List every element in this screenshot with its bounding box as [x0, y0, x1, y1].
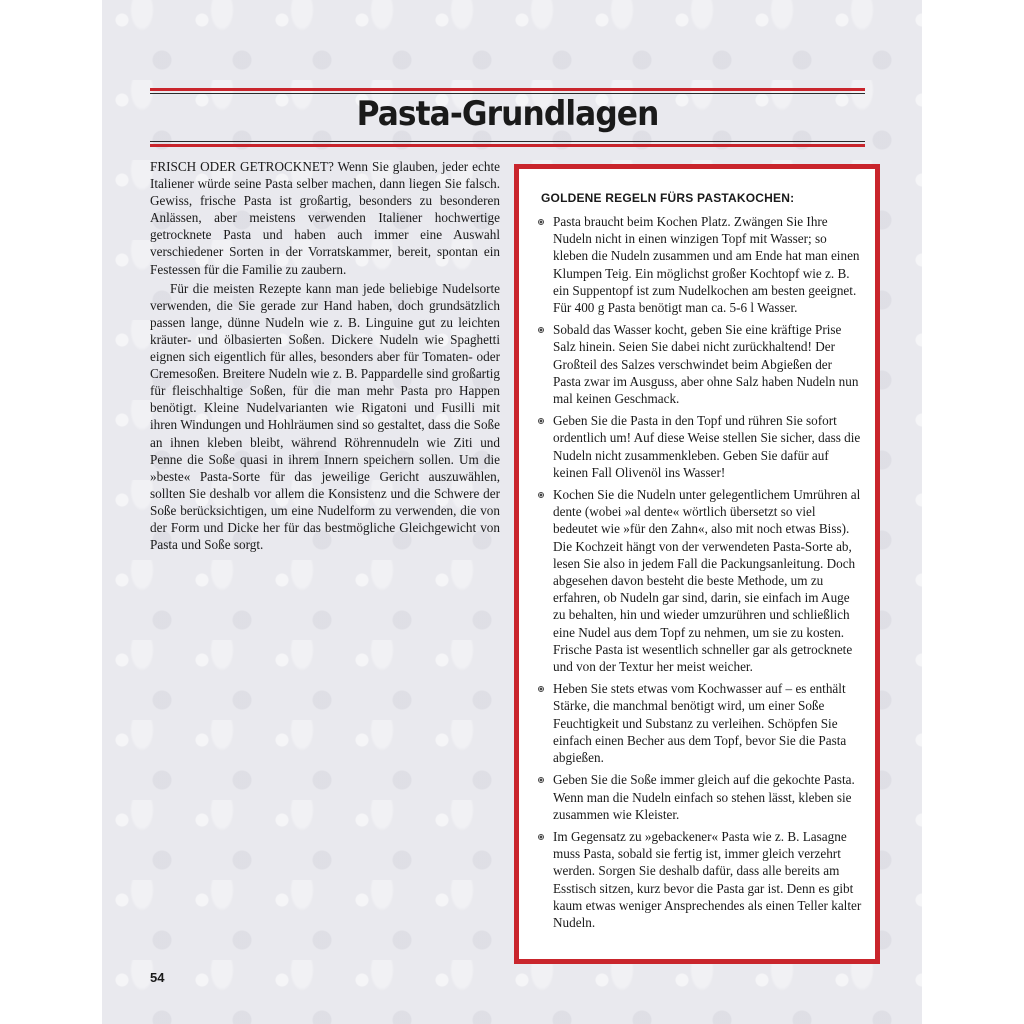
page-number: 54	[150, 970, 165, 985]
rule-text: Heben Sie stets etwas vom Kochwasser auf – es enthält Stärke, die manchmal benötigt wird, um einer Soße Feuchtigkeit und Substanz zu verleihen. Schöpfen Sie einfach einen Becher aus dem Topf, bevor Sie die Pasta abgießen.	[553, 681, 847, 766]
circle-bullet-icon	[538, 219, 544, 225]
circle-bullet-icon	[538, 777, 544, 783]
rule-item	[537, 828, 863, 931]
rules-box-inner	[519, 169, 875, 959]
circle-bullet-icon	[538, 686, 544, 692]
rule-text: Geben Sie die Pasta in den Topf und rühren Sie sofort ordentlich um! Auf diese Weise stellen Sie sicher, dass die Nudeln nicht zusammenkleben. Geben Sie dafür auf keinen Fall Olivenöl ins Wasser!	[553, 413, 861, 480]
rule-item	[537, 213, 863, 316]
rule-text: Sobald das Wasser kocht, geben Sie eine kräftige Prise Salz hinein. Seien Sie dabei nicht zurückhaltend! Der Großteil des Salzes verschwindet beim Abgießen der Pasta zwar im Ausguss, aber ohne Salz haben Nudeln nun mal keinen Geschmack.	[553, 322, 859, 407]
rule-text: Im Gegensatz zu »gebackener« Pasta wie z. B. Lasagne muss Pasta, sobald sie fertig ist, immer gleich verzehrt werden. Sorgen Sie deshalb dafür, dass alle bereits am Esstisch sitzen, kurz bevor die Pasta gar ist. Denn es gibt kaum etwas weniger Ansprechendes als einen Teller kalter Nudeln.	[553, 828, 862, 930]
rule-text: Geben Sie die Soße immer gleich auf die gekochte Pasta. Wenn man die Nudeln einfach so stehen lässt, kleben sie zusammen wie Kleister.	[553, 772, 855, 822]
intro-paragraph: FRISCH ODER GETROCKNET? Wenn Sie glauben, jeder echte Italiener würde seine Pasta selber machen, dann liegen Sie falsch. Gewiss, frische Pasta ist großartig, besonders zu besonderen Anlässen, aber meistens verwenden Italiener hochwertige getrocknete Pasta und haben auch immer eine Auswahl verschiedener Sorten in der Vorratskammer, bereit, spontan ein Festessen für die Familie zu zaubern.	[150, 159, 500, 277]
rule-item	[537, 771, 863, 823]
book-page	[102, 0, 922, 1024]
rules-box-title: GOLDENE REGELN FÜRS PASTAKOCHEN:	[541, 191, 795, 205]
intro-paragraph: Für die meisten Rezepte kann man jede beliebige Nudelsorte verwenden, die Sie gerade zur Hand haben, doch grundsätzlich passen lange, dünne Nudeln wie z. B. Linguine gut zu leichten kräuter- und ölbasierten Soßen. Dickere Nudeln wie Spaghetti eignen sich eigentlich für alles, besonders aber für Tomaten- oder Cremesoßen. Breitere Nudeln wie z. B. Pappardelle sind großartig für fleischhaltige Soßen, für die man mehr Pasta pro Happen benötigt. Kleine Nudelvarianten wie Rigatoni und Fusilli mit ihren Windungen und Hohlräumen sind so gestaltet, dass die Soße an ihnen kleben bleibt, während Röhrennudeln wie Ziti und Penne die Soße quasi in ihrem Innern speichern sollen. Um die »beste« Pasta-Sorte für das jeweilige Gericht auszuwählen, sollten Sie deshalb vor allem die Konsistenz und die Schwere der Soße berücksichtigen, um eine Nudelform zu verwenden, die von der Form und Dicke her für das bestmögliche Gleichgewicht von Pasta und Soße sorgt.	[150, 280, 500, 553]
rule-item	[537, 412, 863, 481]
rule-item	[537, 486, 863, 675]
rules-list	[537, 213, 863, 931]
rules-box	[514, 164, 880, 964]
rule-text: Pasta braucht beim Kochen Platz. Zwängen Sie Ihre Nudeln nicht in einen winzigen Topf mit Wasser; so kleben die Nudeln zusammen und am Ende hat man einen Klumpen Teig. Ein möglichst großer Kochtopf wie z. B. ein Suppentopf ist zum Nudelkochen am besten geeignet. Für 400 g Pasta benötigt man ca. 5-6 l Wasser.	[553, 214, 860, 316]
title-bottom-rule	[150, 144, 865, 147]
rule-text: Kochen Sie die Nudeln unter gelegentlichem Umrühren al dente (wobei »al dente« wörtlich übersetzt so viel bedeutet wie »für den Zahn«, also mit noch etwas Biss). Die Kochzeit hängt von der verwendeten Pasta-Sorte ab, lesen Sie also in jedem Fall die Packungsanleitung. Doch abgesehen davon besteht die beste Methode, um zu erfahren, ob Nudeln gar sind, darin, sie einfach im Auge zu behalten, hin und wieder umzurühren und schließlich eine Nudel aus dem Topf zu nehmen, um sie zu kosten. Frische Pasta ist wesentlich schneller gar als getrocknete und von der Textur her meist weicher.	[553, 487, 861, 675]
circle-bullet-icon	[538, 834, 544, 840]
title-bottom-thin-rule	[150, 141, 865, 142]
circle-bullet-icon	[538, 418, 544, 424]
page-title: Pasta-Grundlagen	[356, 94, 659, 134]
rule-item	[537, 321, 863, 407]
rule-item	[537, 680, 863, 766]
circle-bullet-icon	[538, 492, 544, 498]
circle-bullet-icon	[538, 327, 544, 333]
intro-column	[150, 158, 500, 553]
title-top-rule	[150, 88, 865, 91]
